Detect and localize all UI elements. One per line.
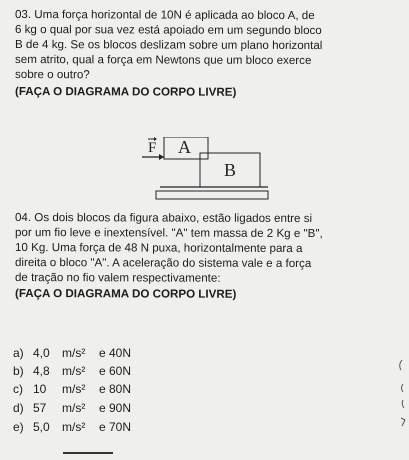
q3-line-1: 03. Uma força horizontal de 10N é aplicada ao bloco A, de — [14, 8, 315, 23]
q4-line-1: 04. Os dois blocos da figura abaixo, estão ligados entre si — [14, 211, 313, 226]
option-accel: 4,0 — [33, 346, 50, 360]
option-accel: 5,0 — [33, 420, 50, 434]
edge-marks — [393, 360, 409, 440]
q4-line-3: 10 Kg. Uma força de 48 N puxa, horizontalmente para a — [14, 241, 303, 256]
floor-base — [156, 191, 268, 199]
q3-line-3: B de 4 kg. Se os blocos deslizam sobre um plano horizontal — [14, 38, 323, 53]
option-letter: e) — [13, 420, 24, 434]
q3-line-2: 6 kg o qual por sua vez está apoiado em um segundo bloco — [14, 23, 322, 38]
option-unit: m/s² — [62, 346, 86, 360]
q3-line-5: sobre o outro? — [14, 68, 90, 82]
q4-line-4: direita o bloco "A". A aceleração do sistema vale e a força — [14, 256, 312, 271]
option-letter: a) — [13, 346, 24, 360]
option-accel: 57 — [33, 401, 47, 415]
q4-line-2: por um fio leve e inextensível. "A" tem massa de 2 Kg e "B", — [14, 226, 323, 241]
blocks-diagram — [140, 137, 275, 207]
option-force: e 40N — [99, 346, 132, 360]
option-force: e 70N — [99, 420, 132, 434]
q4-line-5: de tração no fio valem respectivamente: — [14, 271, 221, 285]
force-arrowhead — [159, 154, 164, 160]
option-force: e 80N — [99, 382, 132, 396]
block-b-label: B — [224, 160, 237, 180]
force-label: F — [148, 140, 157, 156]
option-letter: d) — [13, 401, 24, 415]
q3-line-4: sem atrito, qual a força em Newtons que um bloco exerce — [14, 53, 312, 68]
option-letter: c) — [13, 382, 23, 396]
option-unit: m/s² — [62, 382, 86, 396]
option-accel: 10 — [33, 382, 47, 396]
block-a-label: A — [178, 137, 191, 157]
option-accel: 4,8 — [33, 364, 50, 378]
option-unit: m/s² — [62, 364, 86, 378]
bottom-rule — [63, 452, 113, 454]
q4-instruction: (FAÇA O DIAGRAMA DO CORPO LIVRE) — [14, 287, 237, 301]
option-force: e 90N — [99, 401, 132, 415]
option-letter: b) — [13, 364, 24, 378]
option-unit: m/s² — [62, 401, 86, 415]
option-unit: m/s² — [62, 420, 86, 434]
q3-instruction: (FAÇA O DIAGRAMA DO CORPO LIVRE) — [14, 85, 237, 99]
option-force: e 60N — [99, 364, 132, 378]
